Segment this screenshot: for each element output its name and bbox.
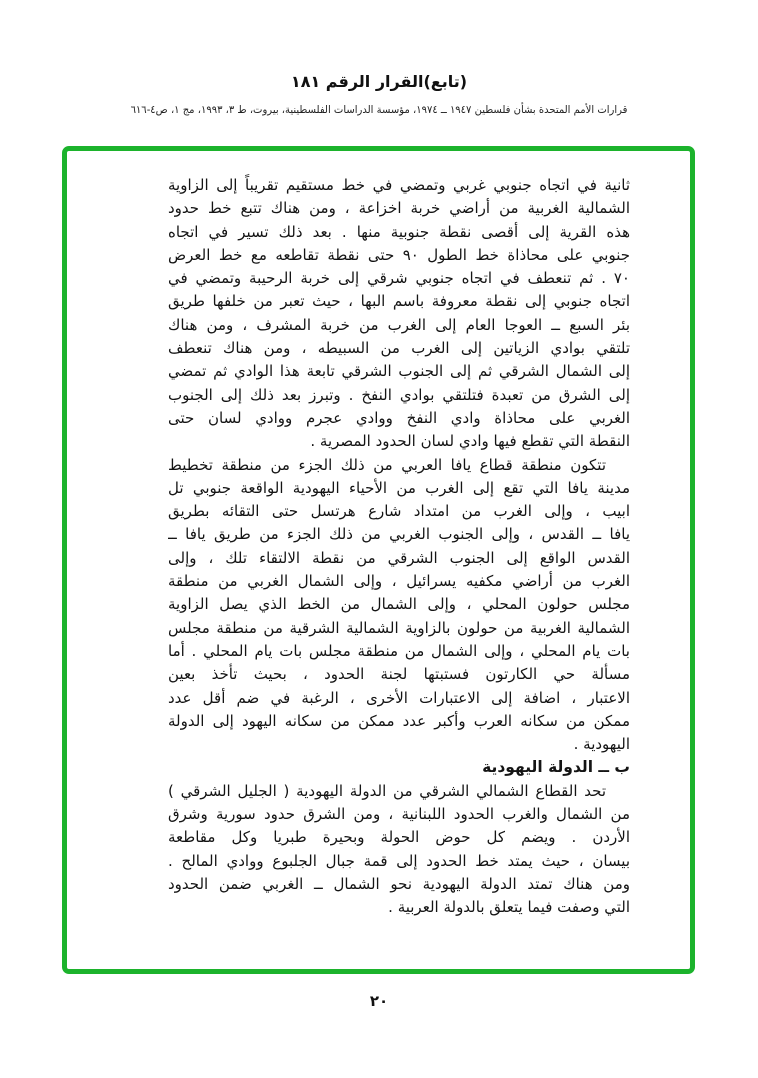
- text-line: ب ــ الدولة اليهودية: [482, 758, 630, 777]
- text-line: الشمالية الغربية من حولون بالزاوية الشمالية الشرقية من منطقة مجلس: [168, 618, 630, 637]
- text-line: اتجاه جنوبي إلى نقطة معروفة باسم البها ، حيث تعبر من خلفها طريق: [168, 292, 630, 311]
- source-citation: قرارات الأمم المتحدة بشأن فلسطين ١٩٤٧ ــ ١٩٧٤، مؤسسة الدراسات الفلسطينية، بيروت، ط ٣، ١٩٩٣، مج ١، ص٤-٦١٦: [130, 104, 628, 117]
- text-line: الاعتبار ، اضافة إلى الاعتبارات الأخرى ، الرغبة في ضم أقل عدد: [168, 688, 630, 707]
- text-line: ثانية في اتجاه جنوبي غربي وتمضي في خط مستقيم تقريباً إلى الزاوية: [168, 176, 630, 194]
- text-line: جنوبي على محاذاة خط الطول ٩٠ حتى نقطة تقاطعه مع خط العرض: [168, 245, 630, 264]
- text-line: تتكون منطقة قطاع يافا العربي من ذلك الجزء من منطقة تخطيط: [168, 455, 606, 474]
- text-line: ومن هناك تمتد الدولة اليهودية نحو الشمال ــ الغربي ضمن الحدود: [168, 874, 630, 893]
- text-line: هذه القرية إلى أقصى نقطة جنوبية منها . بعد ذلك تسير في اتجاه: [168, 222, 630, 241]
- text-line: الغرب من أراضي مكفيه يسرائيل ، وإلى الشمال الغربي من منطقة: [168, 572, 630, 591]
- text-line: بئر السبع ــ العوجا العام إلى الغرب من خربة المشرف ، ومن هناك: [168, 315, 630, 334]
- page-header: [0, 72, 758, 116]
- text-line: بات يام المحلي ، وإلى الشمال من منطقة مجلس بات يام المحلي . أما: [168, 641, 630, 660]
- text-line: الأردن . ويضم كل حوض الحولة وبحيرة طبريا وكل مقاطعة: [168, 828, 630, 847]
- text-line: مجلس حولون المحلي ، وإلى الشمال من الخط الذي يصل الزاوية: [168, 595, 630, 614]
- text-line: إلى الشمال الشرقي ثم إلى الجنوب الشرقي تابعة هذا الوادي ثم تمضي: [168, 362, 630, 381]
- text-line: مسألة حي الكارتون فستبتها لجنة الحدود ، بحيث تأخذ بعين: [168, 665, 630, 684]
- text-line: مدينة يافا التي تقع إلى الغرب من الأحياء اليهودية الواقعة جنوبي تل: [168, 478, 630, 497]
- text-line: من الشمال والغرب الحدود اللبنانية ، ومن الشرق حدود سورية وشرق: [168, 805, 630, 824]
- text-line: تحد القطاع الشمالي الشرقي من الدولة اليهودية ( الجليل الشرقي ): [168, 781, 606, 800]
- text-line: ممكن من سكانه العرب وأكبر عدد ممكن من سكانه اليهود إلى الدولة: [168, 711, 630, 730]
- document-title: (تابع)القرار الرقم ١٨١: [290, 72, 468, 91]
- text-line: ابيب ، وإلى الغرب من امتداد شارع هرتسل حتى التقائه بطريق: [168, 502, 630, 521]
- text-line: تلتقي بوادي الزياتين إلى الغرب من السبيطه ، ومن هناك تنعطف: [168, 339, 630, 358]
- page-number: ٢٠: [369, 992, 389, 1010]
- body-text: [168, 174, 630, 920]
- text-line: يافا ــ القدس ، وإلى الجنوب الغربي من ذلك الجزء من طريق يافا ــ: [168, 525, 630, 544]
- text-line: النقطة التي تقطع فيها وادي لسان الحدود المصرية .: [310, 432, 630, 451]
- text-line: ٧٠ . ثم تنعطف في اتجاه جنوبي شرقي إلى خربة الرحيبة وتمضي في: [168, 269, 630, 288]
- text-line: إلى الشرق من تعبدة فتلتقي بوادي النفخ . وتبرز بعد ذلك إلى الجنوب: [168, 385, 630, 404]
- text-line: القدس الواقع إلى الجنوب الشرقي من نقطة الالتقاء تلك ، وإلى: [168, 548, 630, 567]
- text-line: التي وصفت فيما يتعلق بالدولة العربية .: [388, 898, 630, 917]
- text-line: اليهودية .: [573, 735, 630, 754]
- text-line: بيسان ، حيث يمتد خط الحدود إلى قمة جبال الجلبوع ووادي المالح .: [168, 851, 630, 870]
- text-line: الغربي على محاذاة وادي النفخ ووادي عجرم ووادي لسان حتى: [168, 408, 630, 427]
- text-line: الشمالية الغربية من أراضي خربة اخزاعة ، ومن هناك تتبع خط حدود: [168, 199, 630, 218]
